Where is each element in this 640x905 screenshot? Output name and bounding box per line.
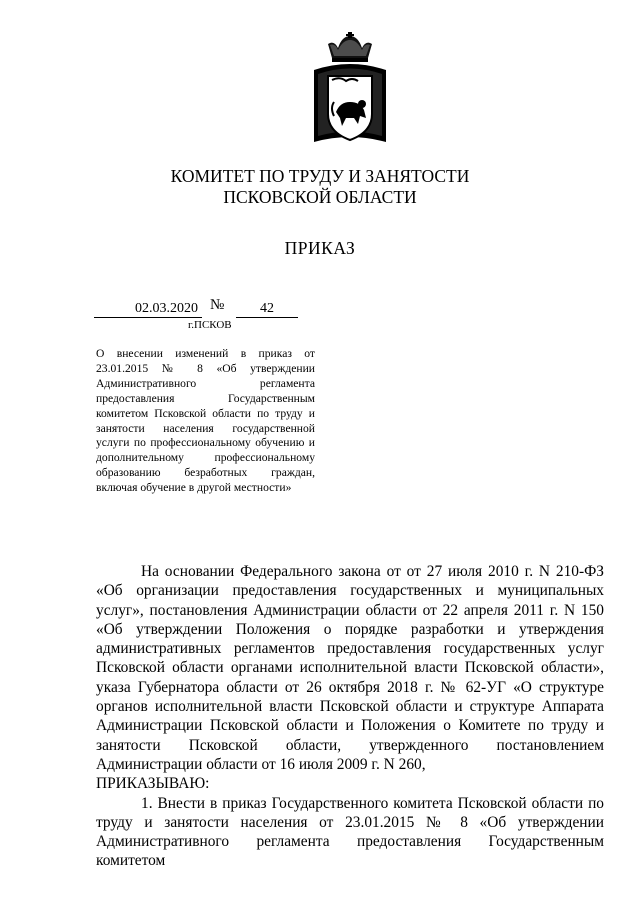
- issue-city: г.ПСКОВ: [188, 319, 232, 331]
- preamble-paragraph: На основании Федерального закона от от 27 июля 2010 г. N 210-ФЗ «Об организации предоставления государственных и муниципальных услуг», постановления Администрации области от 22 апреля 2011 г. N 150 «Об утверждении Положения о порядке разработки и утверждения административных регламентов предоставления государственных услуг Псковской области органами исполнительной власти Псковской области», указа Губернатора области от 26 октября 2018 г. № 62-УГ «О структуре органов исполнительной власти Псковской области и структуре Аппарата Администрации Псковской области и Положения о Комитете по труду и занятости Псковской области, утвержденного постановлением Администрации области от 16 июля 2009 г. N 260,: [96, 563, 604, 773]
- order-date: 02.03.2020: [94, 300, 202, 318]
- org-line-1: КОМИТЕТ ПО ТРУДУ И ЗАНЯТОСТИ: [170, 166, 470, 186]
- order-subject: О внесении изменений в приказ от 23.01.2015 № 8 «Об утверждении Административного регламента предоставления Государственным комитетом Псковской области по труду и занятости населения государственной услуги по профессиональному обучению и дополнительному профессиональному образованию безработных граждан, включая обучение в другой местности»: [96, 347, 315, 495]
- organization-title: [0, 166, 640, 208]
- order-body: [96, 562, 604, 871]
- item-1-paragraph: 1. Внести в приказ Государственного комитета Псковской области по труду и занятости населения от 23.01.2015 № 8 «Об утверждении Административного регламента предоставления Государственным комитетом: [96, 794, 604, 870]
- order-number: 42: [236, 300, 298, 318]
- pskov-coat-of-arms-icon: [310, 32, 390, 148]
- document-type: ПРИКАЗ: [284, 238, 356, 258]
- order-word: ПРИКАЗЫВАЮ:: [96, 775, 210, 793]
- org-line-2: ПСКОВСКОЙ ОБЛАСТИ: [223, 187, 417, 207]
- number-sign: №: [210, 297, 225, 313]
